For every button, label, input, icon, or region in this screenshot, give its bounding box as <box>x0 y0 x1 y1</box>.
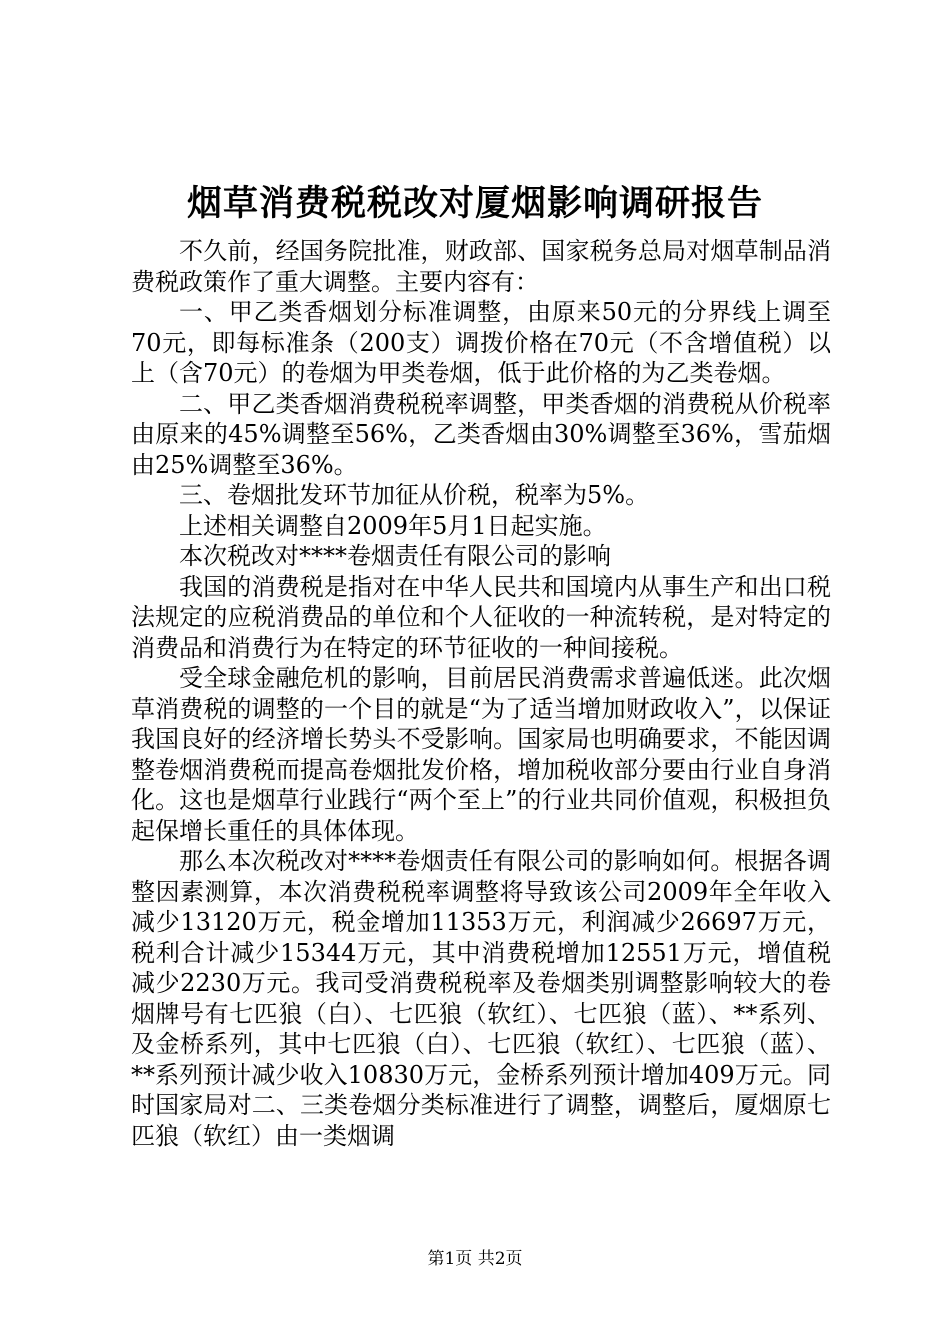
section-heading: 本次税改对****卷烟责任有限公司的影响 <box>179 542 611 570</box>
document-title: 烟草消费税税改对厦烟影响调研报告 <box>186 183 763 224</box>
paragraph: 二、甲乙类香烟消费税税率调整，甲类香烟的消费税从价税率由原来的45%调整至56%，乙类香烟由30%调整至36%，雪茄烟由25%调整至36%。 <box>131 389 831 479</box>
paragraph: 三、卷烟批发环节加征从价税，税率为5%。 <box>179 481 650 509</box>
paragraph: 受全球金融危机的影响，目前居民消费需求普遍低迷。此次烟草消费税的调整的一个目的就是“为了适当增加财政收入”，以保证我国良好的经济增长势头不受影响。国家局也明确要求，不能因调整卷烟消费税而提高卷烟批发价格，增加税收部分要由行业自身消化。这也是烟草行业践行“两个至上”的行业共同价值观，积极担负起保增长重任的具体体现。 <box>131 664 831 845</box>
paragraph: 我国的消费税是指对在中华人民共和国境内从事生产和出口税法规定的应税消费品的单位和个人征收的一种流转税，是对特定的消费品和消费行为在特定的环节征收的一种间接税。 <box>131 572 831 662</box>
paragraph: 不久前，经国务院批准，财政部、国家税务总局对烟草制品消费税政策作了重大调整。主要内容有： <box>131 237 831 296</box>
paragraph: 上述相关调整自2009年5月1日起实施。 <box>179 511 607 540</box>
paragraph: 一、甲乙类香烟划分标准调整，由原来50元的分界线上调至70元，即每标准条（200支）调拨价格在70元（不含增值税）以上（含70元）的卷烟为甲类卷烟，低于此价格的为乙类卷烟。 <box>131 298 831 387</box>
page-number-footer: 第1页 共2页 <box>427 1249 523 1269</box>
paragraph: 那么本次税改对****卷烟责任有限公司的影响如何。根据各调整因素测算，本次消费税税率调整将导致该公司2009年全年收入减少13120万元，税金增加11353万元，利润减少26697万元，税利合计减少15344万元，其中消费税增加12551万元，增值税减少2230万元。我司受消费税税率及卷烟类别调整影响较大的卷烟牌号有七匹狼（白）、七匹狼（软红）、七匹狼（蓝）、**系列、及金桥系列，其中七匹狼（白）、七匹狼（软红）、七匹狼（蓝）、**系列预计减少收入10830万元，金桥系列预计增加409万元。同时国家局对二、三类卷烟分类标准进行了调整，调整后，厦烟原七匹狼（软红）由一类烟调 <box>131 847 831 1150</box>
document-body <box>131 236 831 1151</box>
